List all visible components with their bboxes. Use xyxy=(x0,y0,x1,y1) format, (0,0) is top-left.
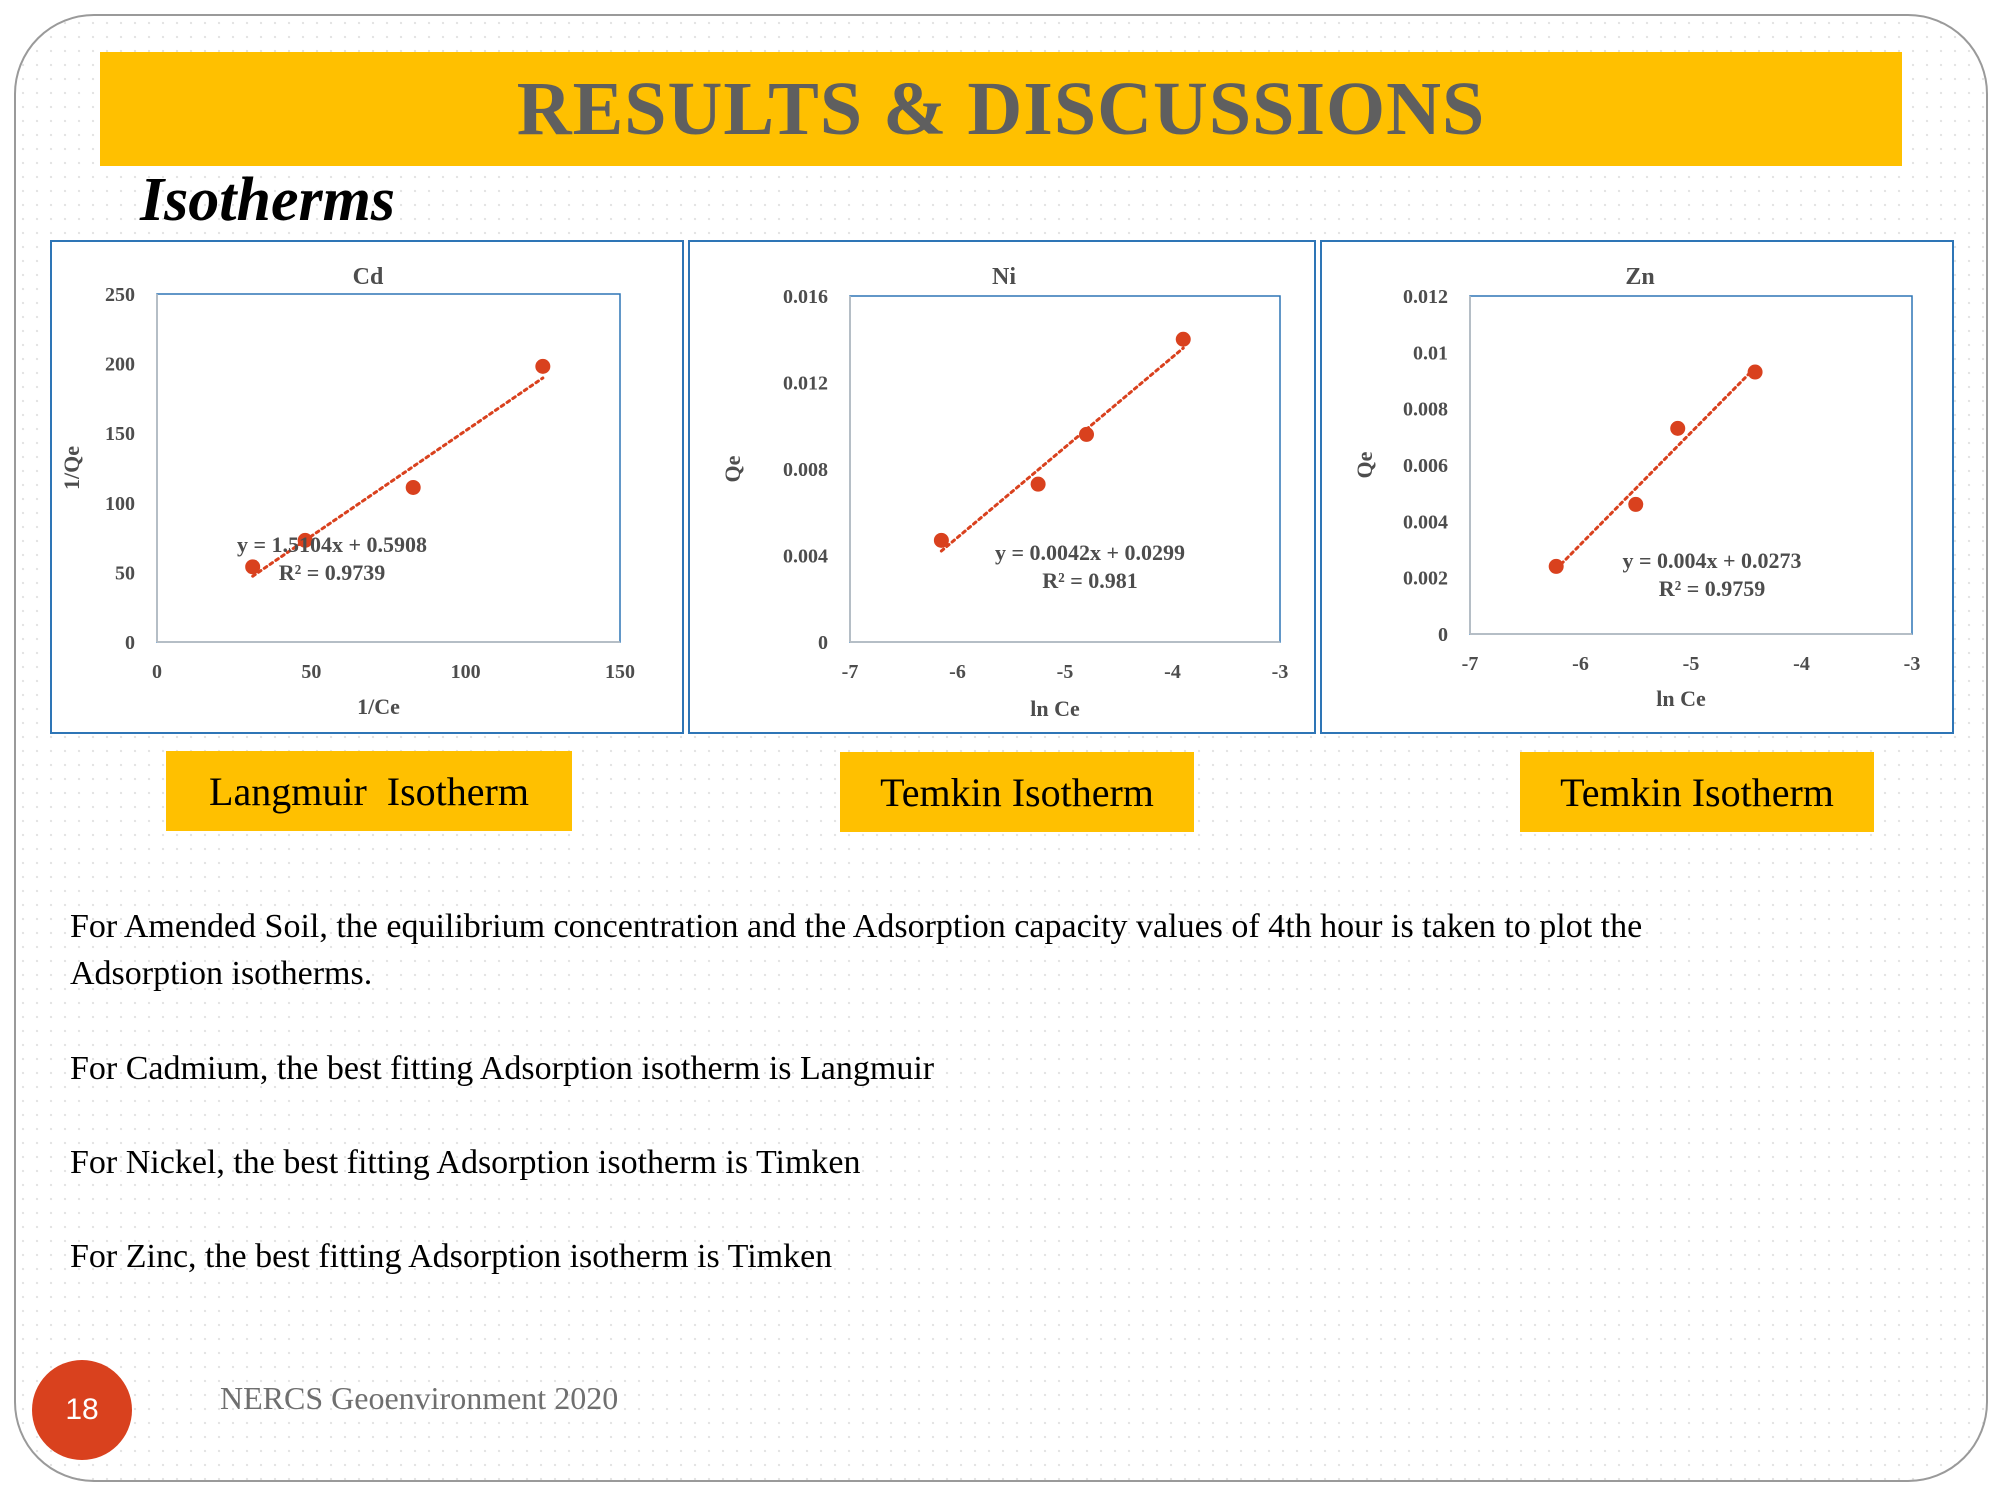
trendline-r-squared: R² = 0.9739 xyxy=(278,560,386,585)
data-point xyxy=(1176,332,1191,347)
data-point xyxy=(245,559,260,574)
body-paragraph-intro xyxy=(70,903,1642,997)
x-tick-label: 50 xyxy=(301,661,322,683)
chart-zn xyxy=(1322,242,1956,736)
x-tick-label: -5 xyxy=(1056,661,1074,683)
y-tick-label: 0 xyxy=(125,632,135,654)
chart-zn-box xyxy=(1320,240,1954,734)
body-line: Adsorption isotherms. xyxy=(70,955,373,992)
x-tick-label: -6 xyxy=(949,661,966,683)
data-point xyxy=(535,359,550,374)
footer-text: NERCS Geoenvironment 2020 xyxy=(220,1380,619,1416)
x-tick-label: 150 xyxy=(605,661,635,683)
trendline xyxy=(1556,368,1755,569)
x-tick-label: -3 xyxy=(1903,653,1921,675)
data-point xyxy=(1079,427,1094,442)
y-tick-label: 0 xyxy=(1438,624,1448,646)
chart-title: Ni xyxy=(992,264,1016,290)
y-axis-title: 1/Qe xyxy=(59,446,84,490)
chart-title: Cd xyxy=(352,264,384,290)
data-point xyxy=(1031,477,1046,492)
x-tick-label: -7 xyxy=(1461,653,1479,675)
trendline-r-squared: R² = 0.981 xyxy=(1042,568,1138,593)
y-axis-title: Qe xyxy=(1352,451,1377,479)
y-tick-label: 0.008 xyxy=(783,459,828,481)
y-tick-label: 200 xyxy=(105,353,135,376)
y-tick-label: 50 xyxy=(115,562,135,585)
y-tick-label: 250 xyxy=(105,284,135,306)
y-tick-label: 100 xyxy=(105,492,135,515)
x-tick-label: -4 xyxy=(1793,653,1810,675)
chart-cd xyxy=(52,242,686,736)
y-tick-label: 0.012 xyxy=(783,372,828,395)
data-point xyxy=(1670,421,1685,436)
y-tick-label: 150 xyxy=(105,423,135,446)
data-point xyxy=(1628,497,1643,512)
isotherm-label-temkin-zn: Temkin Isotherm xyxy=(1520,752,1874,832)
body-paragraph-zinc: For Zinc, the best fitting Adsorption isotherm is Timken xyxy=(70,1238,833,1275)
x-tick-label: -7 xyxy=(841,661,859,683)
y-tick-label: 0.006 xyxy=(1403,455,1448,477)
isotherm-label-langmuir: Langmuir Isotherm xyxy=(166,751,572,831)
x-tick-label: -4 xyxy=(1164,661,1181,683)
y-tick-label: 0.008 xyxy=(1403,398,1448,421)
data-point xyxy=(1549,559,1564,574)
trendline-equation: y = 0.004x + 0.0273 xyxy=(1622,548,1802,573)
x-tick-label: -5 xyxy=(1682,653,1700,675)
data-point xyxy=(934,533,949,548)
data-point xyxy=(406,480,421,495)
x-axis-title: 1/Ce xyxy=(357,694,400,719)
page-title: RESULTS & DISCUSSIONS xyxy=(516,66,1486,151)
y-tick-label: 0.004 xyxy=(1403,511,1448,534)
page-number: 18 xyxy=(65,1393,99,1426)
chart-ni xyxy=(690,242,1318,736)
isotherm-label-temkin-ni: Temkin Isotherm xyxy=(840,752,1194,832)
section-subtitle: Isotherms xyxy=(140,166,395,234)
data-point xyxy=(1748,365,1763,380)
x-tick-label: 0 xyxy=(152,661,162,683)
x-tick-label: -6 xyxy=(1572,653,1589,675)
y-axis-title: Qe xyxy=(720,455,745,483)
chart-ni-box xyxy=(688,240,1316,734)
x-tick-label: 100 xyxy=(450,661,481,683)
x-axis-title: ln Ce xyxy=(1030,696,1080,721)
trendline xyxy=(941,348,1183,551)
y-tick-label: 0.004 xyxy=(783,545,828,568)
x-axis-title: ln Ce xyxy=(1656,686,1706,711)
body-line: For Amended Soil, the equilibrium concentration and the Adsorption capacity values of 4th hour is taken to plot the xyxy=(70,908,1643,945)
plot-area xyxy=(157,294,620,642)
y-tick-label: 0.012 xyxy=(1403,286,1448,308)
trendline-r-squared: R² = 0.9759 xyxy=(1658,576,1766,601)
body-paragraph-nickel: For Nickel, the best fitting Adsorption isotherm is Timken xyxy=(70,1144,861,1181)
y-tick-label: 0.002 xyxy=(1403,567,1448,590)
trendline-equation: y = 0.0042x + 0.0299 xyxy=(994,540,1186,565)
chart-title: Zn xyxy=(1625,264,1655,290)
y-tick-label: 0.01 xyxy=(1413,342,1448,365)
body-paragraph-cadmium: For Cadmium, the best fitting Adsorption isotherm is Langmuir xyxy=(70,1050,935,1087)
chart-cd-box xyxy=(50,240,684,734)
trendline-equation: y = 1.5104x + 0.5908 xyxy=(236,532,428,557)
page-number-badge xyxy=(32,1360,132,1460)
y-tick-label: 0.016 xyxy=(783,286,828,308)
title-bar xyxy=(100,52,1902,166)
x-tick-label: -3 xyxy=(1271,661,1289,683)
y-tick-label: 0 xyxy=(818,632,828,654)
